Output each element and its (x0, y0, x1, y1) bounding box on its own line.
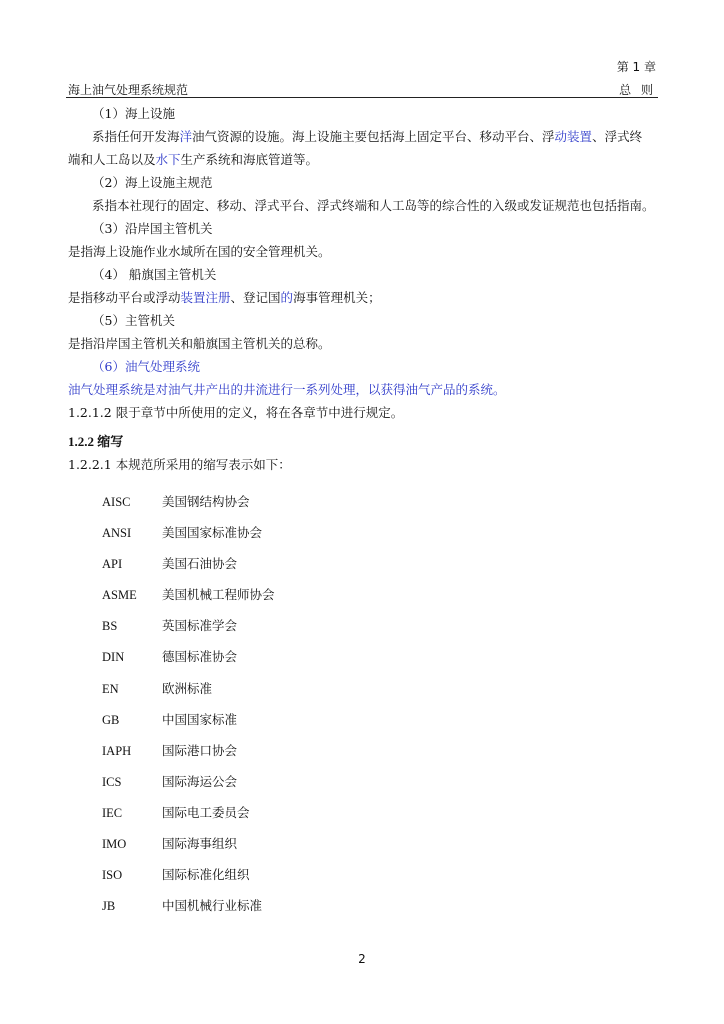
abbreviation-code: API (102, 557, 123, 572)
abbreviation-list (102, 486, 275, 921)
highlight-span: 洋 (179, 129, 193, 144)
abbreviation-row (102, 673, 275, 704)
abbreviation-code: DIN (102, 650, 125, 665)
header-divider (66, 97, 658, 98)
abbreviation-row (102, 704, 275, 735)
text-span: 生产系统和海底管道等。 (180, 152, 319, 167)
highlight-span: 装置注册 (180, 290, 231, 305)
clause-1-2-1-2: 1.2.1.2 限于章节中所使用的定义，将在各章节中进行规定。 (68, 405, 404, 420)
definition-text-3: 是指海上设施作业水域所在国的安全管理机关。 (68, 244, 331, 259)
text-span: 系指任何开发海 (92, 129, 180, 144)
abbreviation-code: ICS (102, 774, 122, 789)
abbreviation-name: 英国标准学会 (162, 618, 238, 634)
abbreviation-code: AISC (102, 495, 131, 509)
definition-heading-2: （2）海上设施主规范 (92, 175, 213, 190)
highlight-span: 的 (280, 290, 294, 305)
text-span: 油气资源的设施。海上设施主要包括海上固定平台、移动平台、浮 (192, 129, 555, 144)
definition-text-1b (68, 148, 662, 171)
abbreviation-code: ISO (102, 868, 123, 883)
abbreviation-row (102, 610, 275, 641)
text-span: 端和人工岛以及 (68, 152, 156, 167)
definition-text-1a (92, 125, 662, 148)
definition-text-4 (68, 286, 662, 309)
abbreviation-name: 美国机械工程师协会 (162, 587, 275, 603)
abbreviation-name: 国际港口协会 (162, 742, 238, 758)
abbreviation-row (102, 766, 275, 797)
abbreviation-code: EN (102, 681, 119, 696)
main-content (68, 102, 662, 476)
abbreviation-code: ASME (102, 588, 137, 603)
definition-text-6: 油气处理系统是对油气井产出的井流进行一系列处理，以获得油气产品的系统。 (68, 382, 506, 397)
abbreviation-name: 国际电工委员会 (162, 804, 250, 820)
abbreviation-name: 中国国家标准 (162, 711, 238, 727)
abbreviation-code: IAPH (102, 743, 132, 758)
definition-text-5: 是指沿岸国主管机关和船旗国主管机关的总称。 (68, 336, 331, 351)
section-heading-1-2-2: 1.2.2 缩写 (68, 434, 124, 449)
abbreviation-row (102, 735, 275, 766)
header-chapter: 第 1 章 (616, 60, 656, 74)
abbreviation-row (102, 486, 275, 517)
abbreviation-name: 国际海事组织 (162, 836, 238, 852)
text-span: 、登记国 (230, 290, 281, 305)
abbreviation-name: 国际海运公会 (162, 773, 238, 789)
abbreviation-row (102, 797, 275, 828)
page-number: 2 (358, 952, 366, 966)
abbreviation-row (102, 859, 275, 890)
highlight-span: 水下 (155, 152, 181, 167)
abbreviation-code: ANSI (102, 526, 132, 541)
abbreviation-name: 美国钢结构协会 (162, 494, 250, 509)
abbreviation-code: IEC (102, 805, 123, 820)
definition-heading-6: （6）油气处理系统 (92, 359, 200, 374)
abbreviation-name: 德国标准协会 (162, 649, 238, 665)
highlight-span: 动装置 (554, 129, 593, 144)
definition-heading-1: （1）海上设施 (92, 106, 175, 121)
definition-text-2: 系指本社现行的固定、移动、浮式平台、浮式终端和人工岛等的综合性的入级或发证规范也包括指南。 (92, 198, 655, 213)
abbreviation-row (102, 579, 275, 610)
abbreviation-name: 美国国家标准协会 (162, 525, 263, 541)
abbreviation-row (102, 517, 275, 548)
definition-heading-3: （3）沿岸国主管机关 (92, 221, 213, 236)
text-span: 海事管理机关； (293, 290, 381, 305)
abbreviation-name: 中国机械行业标准 (162, 898, 263, 914)
abbreviation-row (102, 548, 275, 579)
abbreviation-row (102, 890, 275, 921)
abbreviation-row (102, 828, 275, 859)
definition-heading-5: （5）主管机关 (92, 313, 175, 328)
definition-heading-4: （4） 船旗国主管机关 (92, 267, 217, 282)
text-span: 是指移动平台或浮动 (68, 290, 181, 305)
abbreviation-code: GB (102, 712, 120, 727)
abbreviation-code: BS (102, 619, 118, 634)
abbreviation-row (102, 641, 275, 672)
abbreviation-name: 国际标准化组织 (162, 867, 250, 883)
abbreviation-name: 美国石油协会 (162, 556, 238, 572)
abbreviation-code: JB (102, 899, 116, 914)
header-document-title: 海上油气处理系统规范 (68, 83, 189, 97)
clause-1-2-2-1: 1.2.2.1 本规范所采用的缩写表示如下： (68, 457, 291, 472)
text-span: 、浮式终 (592, 129, 643, 144)
header-section-title: 总 则 (619, 83, 656, 97)
abbreviation-name: 欧洲标准 (162, 680, 213, 696)
abbreviation-code: IMO (102, 837, 127, 852)
